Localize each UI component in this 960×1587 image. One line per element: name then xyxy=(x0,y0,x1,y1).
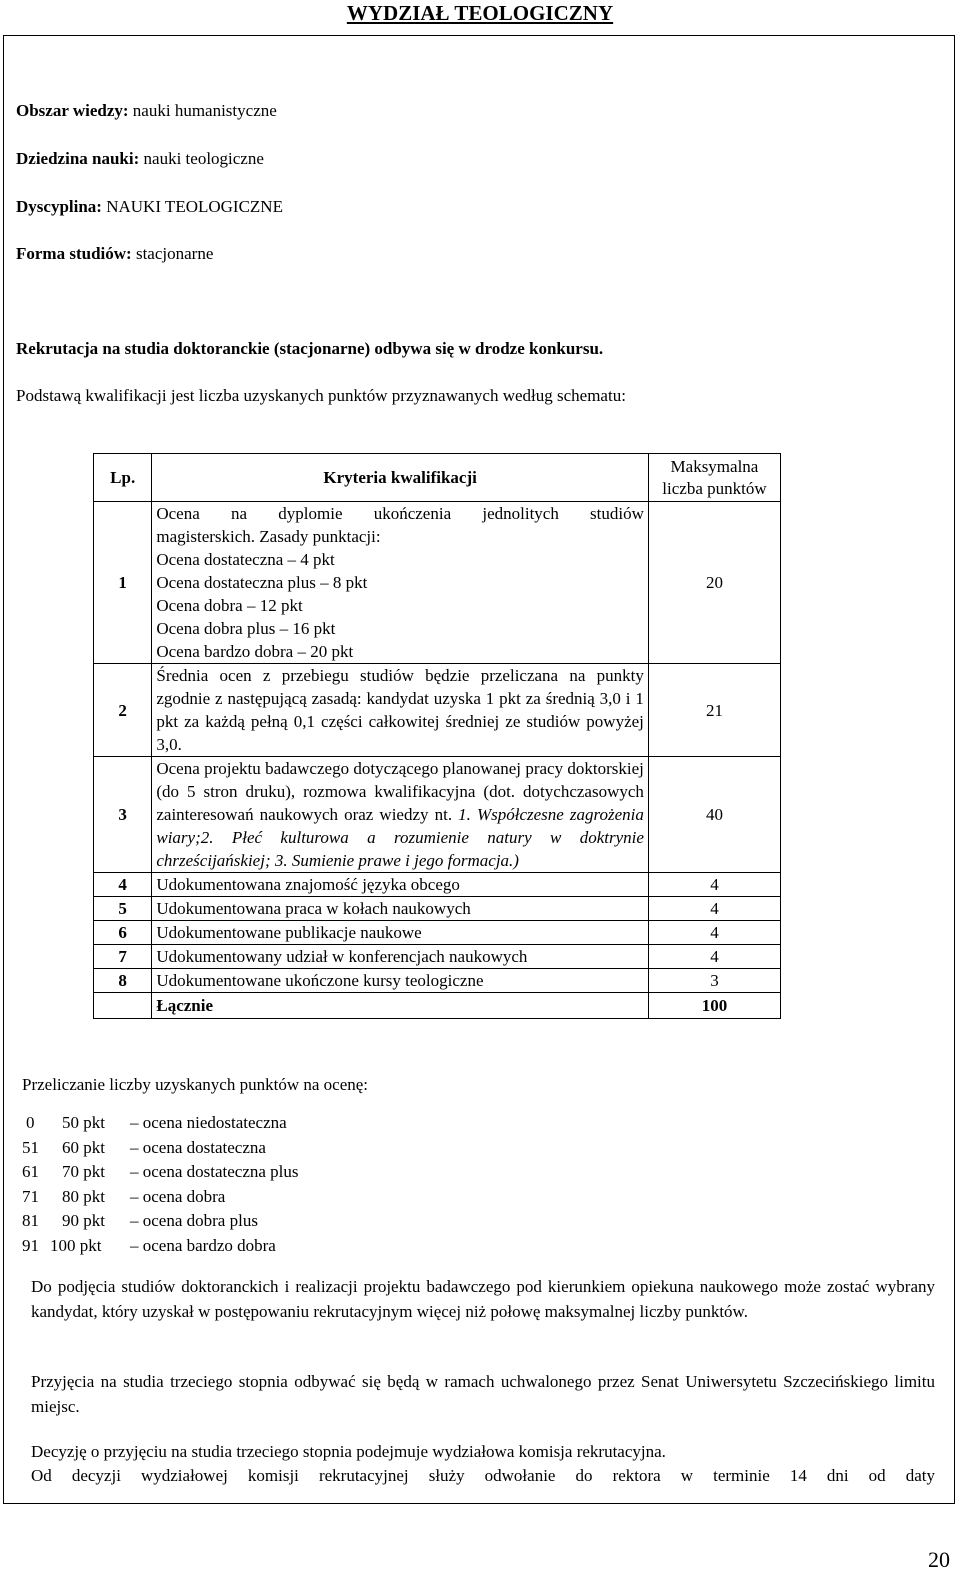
row1-line2: magisterskich. Zasady punktacji: xyxy=(156,527,381,546)
conv-to: 70 pkt xyxy=(62,1162,105,1181)
conv-grade: – ocena niedostateczna xyxy=(130,1113,287,1132)
list-item xyxy=(22,1136,299,1161)
row3-topics: 1. Współczesne zagrożenia wiary;2. Płeć kulturowa a rozumienie natury w doktrynie chrześcijańskiej; 3. Sumienie prawe i jego formacja.) xyxy=(156,805,644,870)
row3-text: Ocena projektu badawczego dotyczącego planowanej pracy doktorskiej (do 5 stron druku), rozmowa kwalifikacyjna (dot. dotychczasowych zainteresowań naukowych oraz wiedzy nt. xyxy=(156,759,644,824)
conversion-intro: Przeliczanie liczby uzyskanych punktów na ocenę: xyxy=(22,1075,369,1094)
table-row xyxy=(94,664,781,757)
area-value: nauki humanistyczne xyxy=(132,101,277,120)
conv-to: 80 pkt xyxy=(62,1186,105,1206)
conv-from: 0 xyxy=(26,1113,35,1132)
basis-statement: Podstawą kwalifikacji jest liczba uzyskanych punktów przyznawanych według schematu: xyxy=(16,386,626,405)
study-form xyxy=(16,243,213,265)
conv-from: 51 xyxy=(22,1137,39,1157)
conv-grade: – ocena dobra plus xyxy=(130,1211,258,1230)
row3-lp: 3 xyxy=(94,757,152,873)
total-label: Łącznie xyxy=(152,993,649,1019)
row1-max: 20 xyxy=(648,502,780,664)
conv-to: 50 pkt xyxy=(62,1113,105,1132)
conv-grade: – ocena dostateczna plus xyxy=(130,1162,299,1181)
row4-criteria: Udokumentowana znajomość języka obcego xyxy=(152,873,649,897)
paragraph-appeal: Od decyzji wydziałowej komisji rekrutacyjnej służy odwołanie do rektora w terminie 14 dni od daty xyxy=(31,1466,935,1485)
row2-criteria: Średnia ocen z przebiegu studiów będzie przeliczana na punkty zgodnie z następującą zasadą: kandydat uzyska 1 pkt za średnią 3,0 i 1 pkt za każdą pełną 0,1 części całkowitej średniej ze studiów powyżej 3,0. xyxy=(152,664,649,757)
table-row xyxy=(94,945,781,969)
table-row xyxy=(94,873,781,897)
conv-grade: – ocena dostateczna xyxy=(130,1137,266,1157)
header-lp: Lp. xyxy=(94,454,152,502)
table-row xyxy=(94,502,781,664)
row6-lp: 6 xyxy=(94,921,152,945)
discipline-value: NAUKI TEOLOGICZNE xyxy=(106,197,283,216)
field-label: Dziedzina nauki: xyxy=(16,149,140,168)
row8-criteria: Udokumentowane ukończone kursy teologiczne xyxy=(152,969,649,993)
row1-lp: 1 xyxy=(94,502,152,664)
form-label: Forma studiów: xyxy=(16,244,132,263)
page-number: 20 xyxy=(928,1547,950,1572)
table-total-row xyxy=(94,993,781,1019)
area-of-knowledge xyxy=(16,100,277,122)
row7-max: 4 xyxy=(648,945,780,969)
row1-line3: Ocena dostateczna – 4 pkt xyxy=(156,550,335,569)
conv-grade: – ocena bardzo dobra xyxy=(130,1235,276,1255)
row6-criteria: Udokumentowane publikacje naukowe xyxy=(152,921,649,945)
discipline xyxy=(16,196,283,218)
conv-from: 81 xyxy=(22,1211,39,1230)
paragraph-eligibility: Do podjęcia studiów doktoranckich i realizacji projektu badawczego pod kierunkiem opiekuna naukowego może zostać wybrany kandydat, który uzyskał w postępowaniu rekrutacyjnym więcej niż połowę maksymalnej liczby punktów. xyxy=(31,1277,935,1321)
row2-max: 21 xyxy=(648,664,780,757)
row3-criteria xyxy=(152,757,649,873)
row1-line1: Ocena na dyplomie ukończenia jednolitych studiów xyxy=(156,504,644,523)
conv-to: 60 pkt xyxy=(62,1137,105,1157)
total-value: 100 xyxy=(648,993,780,1019)
row8-lp: 8 xyxy=(94,969,152,993)
row1-line7: Ocena bardzo dobra – 20 pkt xyxy=(156,642,354,661)
row4-lp: 4 xyxy=(94,873,152,897)
field-value: nauki teologiczne xyxy=(143,149,264,168)
row1-line5: Ocena dobra – 12 pkt xyxy=(156,596,303,615)
area-label: Obszar wiedzy: xyxy=(16,101,129,120)
row1-line6: Ocena dobra plus – 16 pkt xyxy=(156,619,336,638)
form-value: stacjonarne xyxy=(135,244,214,263)
conv-from: 91 xyxy=(22,1235,39,1255)
conv-from: 71 xyxy=(22,1186,39,1206)
paragraph-limit: Przyjęcia na studia trzeciego stopnia odbywać się będą w ramach uchwalonego przez Senat Uniwersytetu Szczecińskiego limitu miejsc. xyxy=(31,1372,935,1416)
table-row xyxy=(94,969,781,993)
header-max-points: Maksymalna liczba punktów xyxy=(648,454,780,502)
conv-from: 61 xyxy=(22,1162,39,1181)
row8-max: 3 xyxy=(648,969,780,993)
row4-max: 4 xyxy=(648,873,780,897)
row5-max: 4 xyxy=(648,897,780,921)
list-item xyxy=(22,1185,299,1210)
page-title: WYDZIAŁ TEOLOGICZNY xyxy=(346,1,614,25)
discipline-label: Dyscyplina: xyxy=(16,197,102,216)
table-row xyxy=(94,757,781,873)
conv-grade: – ocena dobra xyxy=(130,1186,226,1206)
row2-lp: 2 xyxy=(94,664,152,757)
conversion-list xyxy=(22,1111,299,1258)
table-row xyxy=(94,897,781,921)
row5-lp: 5 xyxy=(94,897,152,921)
list-item xyxy=(22,1234,299,1259)
table-row xyxy=(94,921,781,945)
row7-lp: 7 xyxy=(94,945,152,969)
total-lp-empty xyxy=(94,993,152,1019)
header-criteria: Kryteria kwalifikacji xyxy=(152,454,649,502)
row1-line4: Ocena dostateczna plus – 8 pkt xyxy=(156,573,368,592)
field-of-science xyxy=(16,148,264,170)
row3-max: 40 xyxy=(648,757,780,873)
list-item xyxy=(22,1209,299,1234)
list-item xyxy=(22,1111,299,1136)
row1-criteria xyxy=(152,502,649,664)
conv-to: 100 pkt xyxy=(50,1235,102,1255)
list-item xyxy=(22,1160,299,1185)
row7-criteria: Udokumentowany udział w konferencjach naukowych xyxy=(152,945,649,969)
paragraph-decision: Decyzję o przyjęciu na studia trzeciego stopnia podejmuje wydziałowa komisja rekrutacyjna. xyxy=(31,1442,666,1461)
recruitment-statement: Rekrutacja na studia doktoranckie (stacjonarne) odbywa się w drodze konkursu. xyxy=(16,339,604,358)
criteria-table xyxy=(93,453,781,1019)
row6-max: 4 xyxy=(648,921,780,945)
row5-criteria: Udokumentowana praca w kołach naukowych xyxy=(152,897,649,921)
table-header-row xyxy=(94,454,781,502)
conv-to: 90 pkt xyxy=(62,1211,105,1230)
